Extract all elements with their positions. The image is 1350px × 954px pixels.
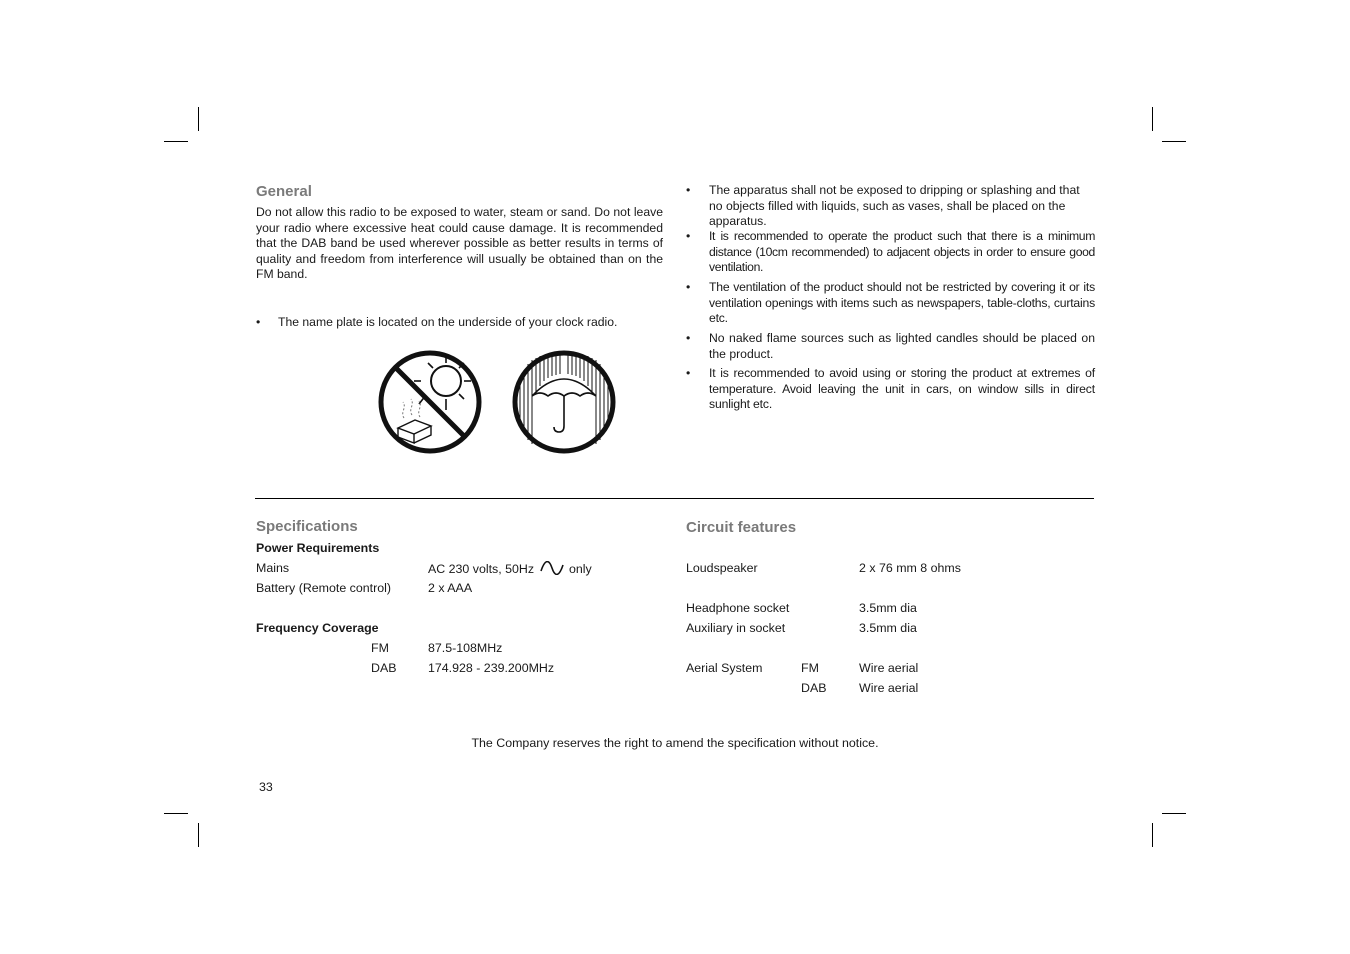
section-divider [255,498,1094,499]
crop-mark [1152,823,1153,847]
fm-value: 87.5-108MHz [428,641,503,655]
bullet: • [686,229,691,243]
crop-mark [1162,141,1186,142]
safety-bullet-text: The ventilation of the product should not be restricted by covering it or its ventilation openings with items such as newspapers, table-cloths, curtains etc. [709,280,1095,325]
bullet: • [686,280,691,294]
fm-label: FM [371,641,389,655]
power-requirements-heading: Power Requirements [256,541,380,555]
loudspeaker-value: 2 x 76 mm 8 ohms [859,561,961,575]
battery-value: 2 x AAA [428,581,473,595]
mains-value [428,561,592,576]
safety-bullet-1 [686,183,1096,230]
crop-mark [1152,107,1153,131]
headphone-value: 3.5mm dia [859,601,917,615]
crop-mark [198,823,199,847]
mains-suffix: only [568,562,592,576]
bullet: • [686,183,691,197]
general-paragraph: Do not allow this radio to be exposed to water, steam or sand. Do not leave your radio where excessive heat could cause damage. It is recommended that the DAB band be used wherever possible as better results in terms of quality and freedom from interference will usually be obtained than on the FM band. [256,205,663,281]
crop-mark [164,141,188,142]
dab-value: 174.928 - 239.200MHz [428,661,555,675]
safety-bullet-text: It is recommended to avoid using or storing the product at extremes of temperature. Avoid leaving the unit in cars, on window sills in direct sunlight etc. [709,366,1095,411]
no-heat-sun-icon [376,348,484,456]
safety-bullet-text: It is recommended to operate the product such that there is a minimum distance (10cm recommended) to adjacent objects in order to ensure good ventilation. [709,229,1095,274]
crop-mark [164,813,188,814]
safety-bullet-5 [686,366,1096,413]
mains-label: Mains [256,561,290,575]
umbrella-rain-icon [510,348,618,456]
circuit-features-heading: Circuit features [686,519,797,536]
bullet: • [256,315,261,329]
aerial-fm-value: Wire aerial [859,661,919,675]
bullet: • [686,331,691,345]
name-plate-text: The name plate is located on the underside of your clock radio. [278,315,618,329]
name-plate-bullet [256,315,676,331]
crop-mark [1162,813,1186,814]
safety-bullet-3 [686,280,1096,327]
ac-sine-wave-icon [540,561,564,575]
aerial-fm-label: FM [801,661,819,675]
crop-mark [198,107,199,131]
aerial-dab-label: DAB [801,681,827,695]
aerial-dab-value: Wire aerial [859,681,919,695]
aerial-label: Aerial System [686,661,763,675]
page-number: 33 [259,780,273,794]
mains-voltage: AC 230 volts, 50Hz [428,562,535,576]
aux-value: 3.5mm dia [859,621,917,635]
safety-bullet-4 [686,331,1096,363]
general-heading: General [256,183,312,200]
loudspeaker-label: Loudspeaker [686,561,758,575]
headphone-label: Headphone socket [686,601,790,615]
frequency-coverage-heading: Frequency Coverage [256,621,379,635]
dab-label: DAB [371,661,397,675]
safety-bullet-text: No naked flame sources such as lighted candles should be placed on the product. [709,331,1095,361]
bullet: • [686,366,691,380]
battery-label: Battery (Remote control) [256,581,391,595]
safety-bullet-2 [686,229,1096,276]
safety-bullet-text: The apparatus shall not be exposed to dripping or splashing and that no objects filled with liquids, such as vases, shall be placed on the apparatus. [709,183,1080,228]
aux-label: Auxiliary in socket [686,621,786,635]
specifications-heading: Specifications [256,518,358,535]
footer-note: The Company reserves the right to amend the specification without notice. [471,736,879,750]
